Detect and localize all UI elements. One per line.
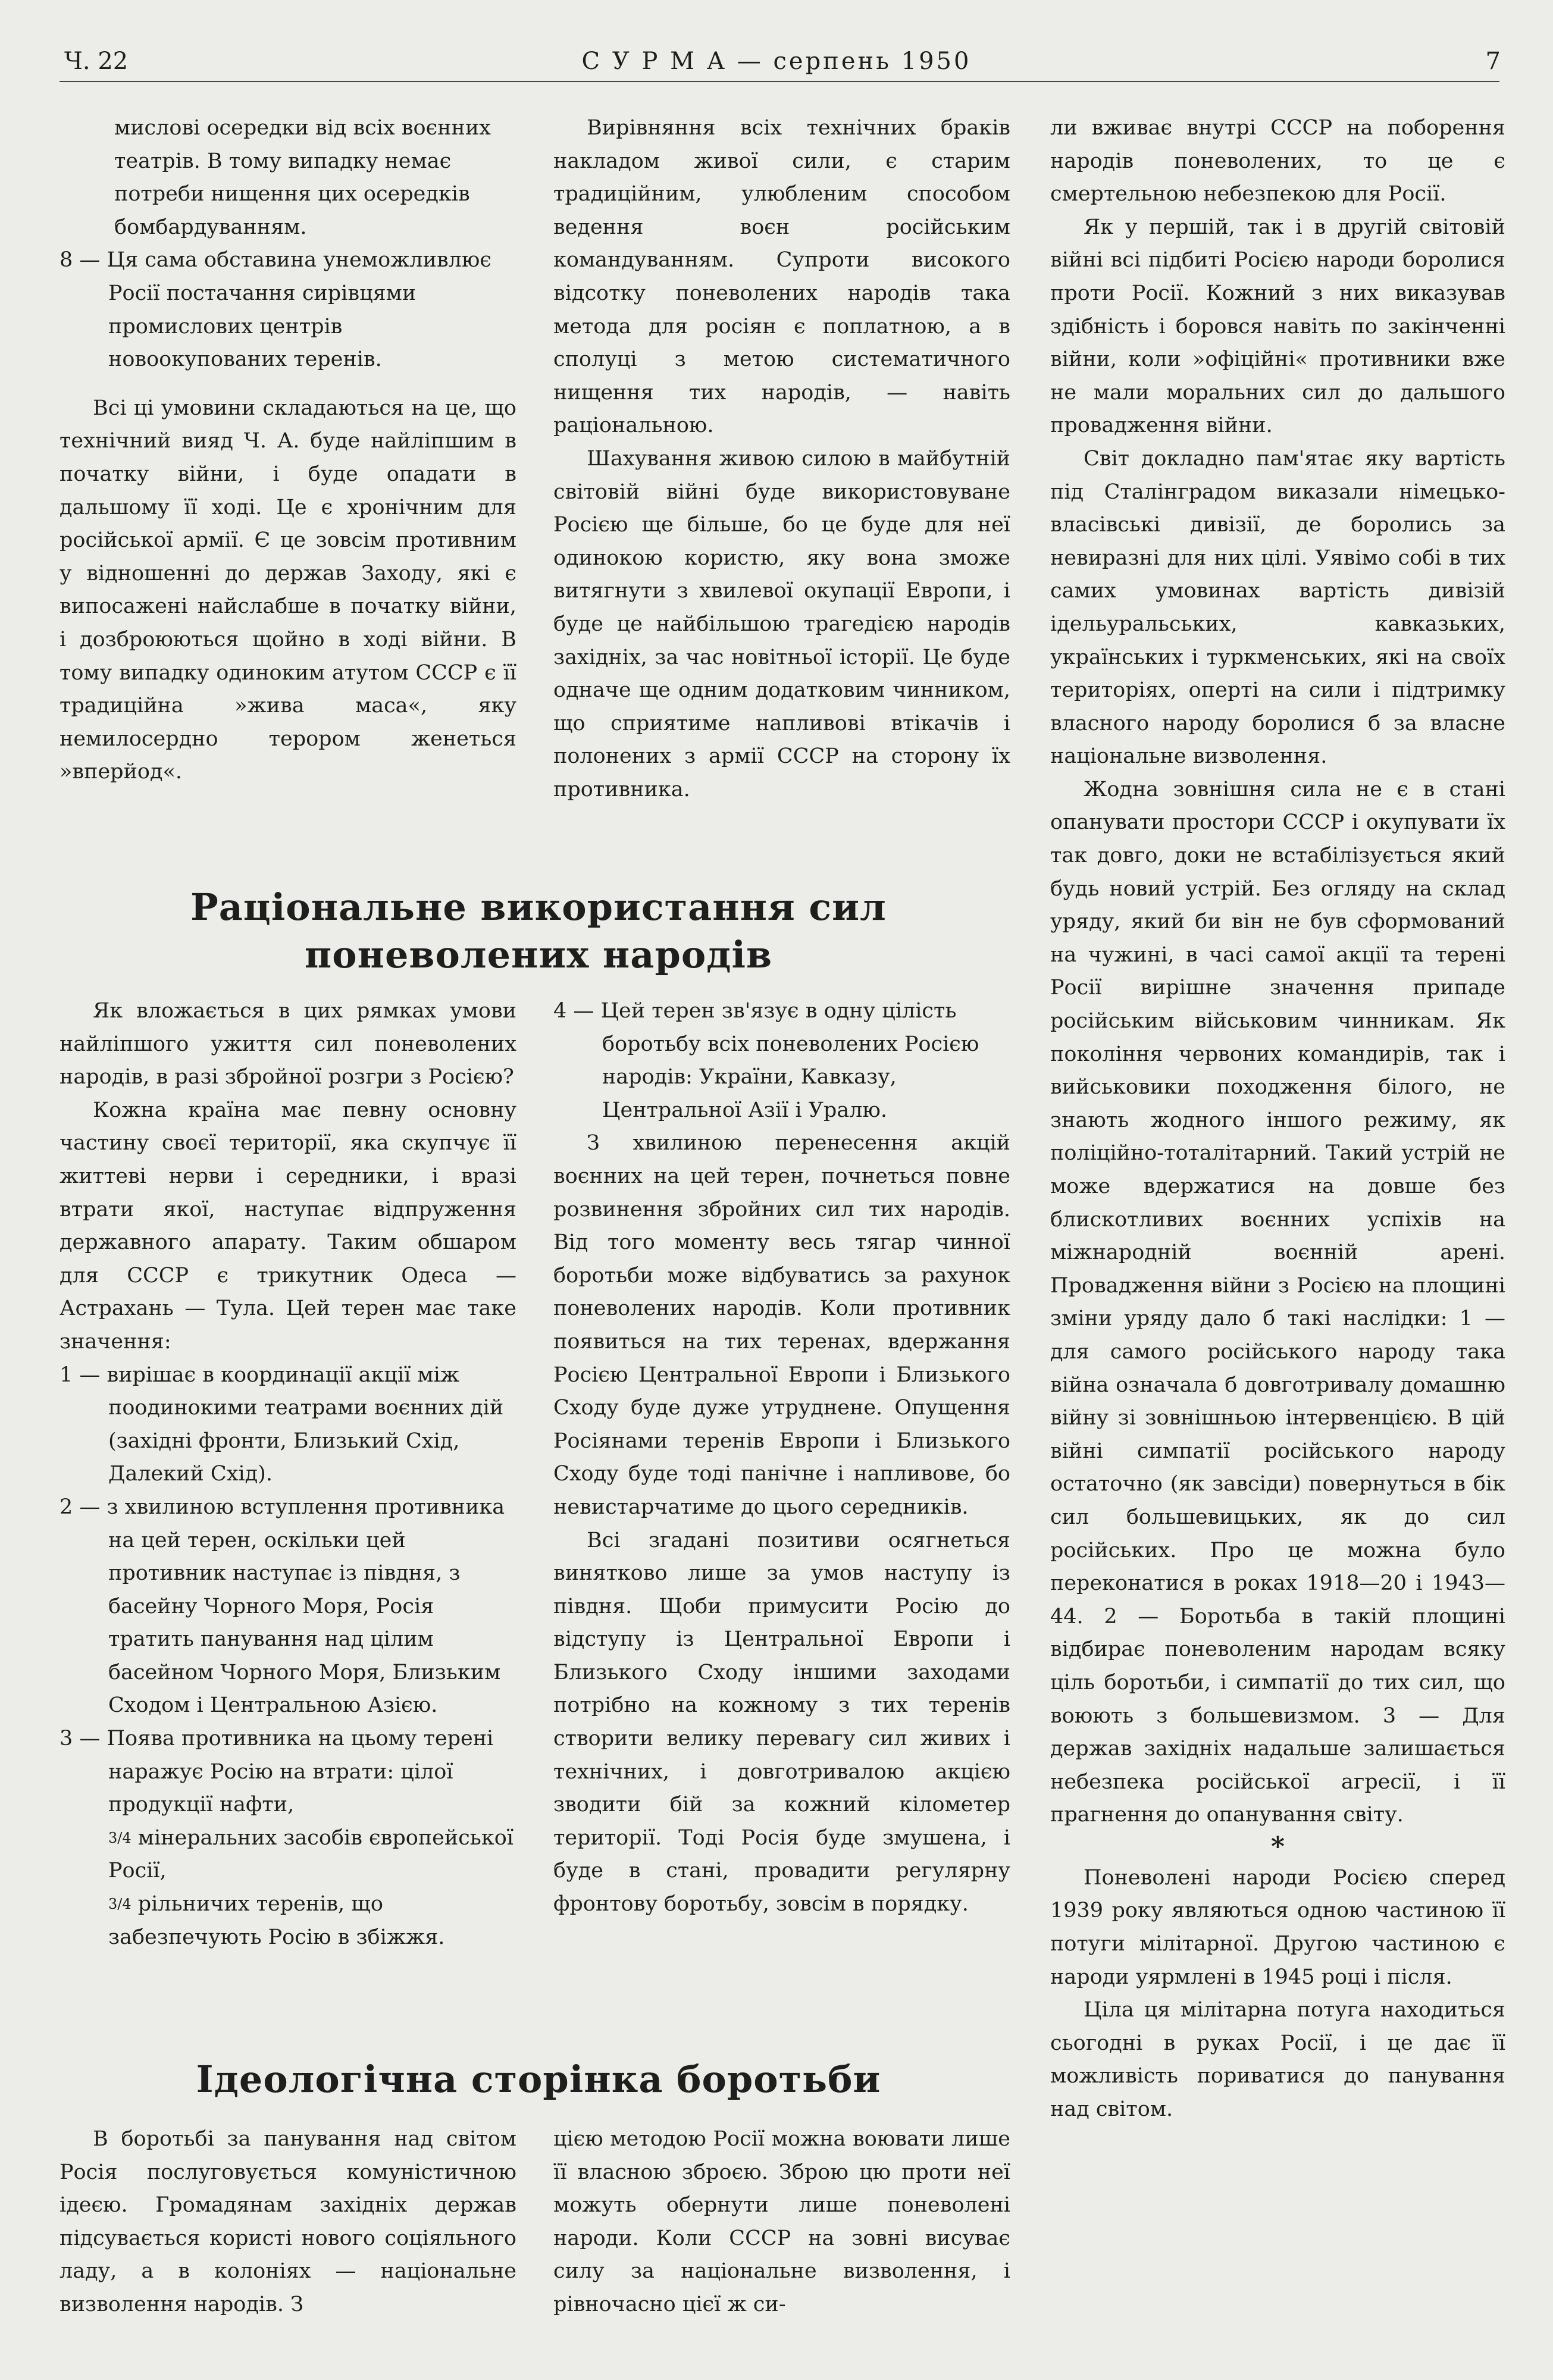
list-subitem: $^{3/4}$ рільничих теренів, що забезпечують Росію в збіжжя.: [108, 1892, 445, 1949]
paragraph: Ціла ця мілітарна потуга находиться сьогодні в руках Росії, і це дає її можливість пориватися до панування над світом.: [1050, 1998, 1505, 2122]
paragraph: Світ докладно пам'ятає яку вартість під Сталінградом виказали німецько-власівські дивізії, де боролись за невиразні для них цілі. Уявімо собі в тих самих умовинах вартість дивізій ідельуральських, кавказьких, українських і туркменських, які на своїх територіях, оперті на сили і підтримку власного народу боролися б за власне національне визволення.: [1050, 446, 1505, 769]
column-1-top: [60, 112, 516, 841]
paragraph: мислові осередки від всіх воєнних театрів. В тому випадку немає потреби нищення цих осередків бомбардуванням.: [114, 116, 491, 239]
list-item-4: 4 — Цей терен зв'язує в одну цілість боротьбу всіх поневолених Росією народів: України, Кавказу, Центральної Азії і Уралю.: [553, 999, 979, 1122]
column-1-section-2: [60, 2123, 516, 2373]
fraction: 3/4: [108, 1896, 131, 1913]
column-2-top: [553, 112, 1010, 841]
paragraph: Всі ці умовини складаються на це, що технічний вияд Ч. А. буде найліпшим в початку війни, і буде опадати в дальшому її ході. Це є хронічним для російської армії. Є це зовсім противним у відношенні до держав Заходу, які є випосажені найслабше в початку війни, і дозброюються щойно в ході війни. В тому випадку одиноким атутом СССР є її традиційна »жива маса«, яку немилосердно терором женеться »вперйод«.: [60, 396, 516, 784]
section-title-ideology: Ідеологічна сторінка боротьби: [196, 2058, 881, 2101]
list-item-8: 8 — Ця сама обставина унеможливлює Росії постачання сирівцями промислових центрів новоокупованих теренів.: [60, 248, 491, 372]
section-title-rational-use: Раціональне використання сил поневолених народів: [190, 885, 887, 976]
list-item-3: 3 — Поява противника на цьому терені наражує Росію на втрати: цілої продукції нафти,: [60, 1727, 494, 1817]
paragraph: Як у першій, так і в другій світовій війні всі підбиті Росією народи боролися проти Росії. Кожний з них виказував здібність і боровся навіть по закінченні війни, коли »офіційні« противники вже не мали моральних сил до дальшого провадження війни.: [1050, 215, 1505, 438]
paragraph: Всі згадані позитиви осягнеться винятково лише за умов наступу із півдня. Щоби примусити Росію до відступу із Центральної Европи і Близького Сходу іншими заходами потрібно на кожному з тих теренів створити велику перевагу сил живих і технічних, і довготривалою акцією зводити бій за кожний кілометер території. Тоді Росія буде змушена, і буде в стані, провадити регулярну фронтову боротьбу, зовсім в порядку.: [553, 1528, 1010, 1916]
column-2-section-1: [553, 995, 1010, 2006]
paragraph: Як вложається в цих рямках умови найліпшого ужиття сил поневолених народів, в разі збройної розгри з Росією?: [60, 999, 516, 1089]
list-subitem: $^{3/4}$ мінеральних засобів європейської Росії,: [108, 1825, 514, 1883]
paragraph: Шахування живою силою в майбутній світовій війні буде використовуване Росією ще більше, бо це буде для неї одинокою користю, яку вона зможе витягнути з хвилевої окупації Европи, і буде це найбільшою трагедією народів західніх, за час новітньої історії. Це буде одначе ще одним додатковим чинником, що сприятиме напливові втікачів і полонених з армії СССР на сторону їх противника.: [553, 446, 1010, 801]
list-item-1: 1 — вирішає в координації акції між поодинокими театрами воєнних дій (західні фронти, Близький Схід, Далекий Схід).: [60, 1363, 504, 1486]
paragraph: ли вживає внутрі СССР на поборення народів поневолених, то це є смертельною небезпекою для Росії.: [1050, 116, 1505, 206]
paragraph: В боротьбі за панування над світом Росія послуговується комуністичною ідеєю. Громадянам західніх держав підсувається користі нового соціяльного ладу, а в колоніях — національне визволення народів. З: [60, 2127, 516, 2316]
list-item-2: 2 — з хвилиною вступлення противника на цей терен, оскільки цей противник наступає із півдня, з басейну Чорного Моря, Росія тратить панування над цілим басейном Чорного Моря, Близьким Сходом і Центральною Азією.: [60, 1495, 505, 1718]
page-section-number: Ч. 22: [64, 48, 129, 75]
page-number: 7: [1485, 48, 1501, 75]
header-rule: [60, 81, 1499, 82]
fraction: 3/4: [108, 1829, 131, 1846]
section-separator-star: *: [1270, 1831, 1285, 1862]
paragraph: Кожна країна має певну основну частину своєї території, яка скупчує її життеві нерви і середники, і вразі втрати якої, наступає відпруження державного апарату. Таким обшаром для СССР є трикутник Одеса — Астрахань — Тула. Цей терен має таке значення:: [60, 1098, 516, 1354]
column-3: [1050, 112, 1505, 2367]
column-2-section-2: [553, 2123, 1010, 2373]
paragraph: цією методою Росії можна воювати лише її власною зброєю. Зброю цю проти неї можуть обернути лише поневолені народи. Коли СССР на зовні висуває силу за національне визволення, і рівночасно цієї ж си-: [553, 2127, 1010, 2316]
paragraph: З хвилиною перенесення акцій воєнних на цей терен, почнеться повне розвинення збройних сил тих народів. Від того моменту весь тягар чинної боротьби може відбуватись за рахунок поневолених народів. Коли противник появиться на тих теренах, вдержання Росією Центральної Европи і Близького Сходу буде дуже утруднене. Опущення Росіянами теренів Европи і Близького Сходу буде тоді панічне і напливове, бо невистарчатиме до цього середників.: [553, 1131, 1010, 1519]
paragraph: Вирівняння всіх технічних браків накладом живої сили, є старим традиційним, улюбленим способом ведення воєн російським командуванням. Супроти високого відсотку поневолених народів така метода для росіян є поплатною, а в сполуці з метою систематичного нищення тих народів, — навіть раціональною.: [553, 116, 1010, 438]
running-header: С У Р М А — серпень 1950: [581, 48, 972, 75]
paragraph: Поневолені народи Росією сперед 1939 року являються одною частиною її потуги мілітарної. Другою частиною є народи уярмлені в 1945 році і після.: [1050, 1865, 1505, 1989]
paragraph: Жодна зовнішня сила не є в стані опанувати простори СССР і окупувати їх так довго, доки не встабілізується який будь новий устрій. Без огляду на склад уряду, який би він не був сформований на чужині, в часі самої акції та терені Росії вирішне значення припаде російським військовим чинникам. Як покоління червоних командирів, так і вийськовики походження білого, не знають жодного іншого режиму, як поліційно-тоталітарний. Такий устрій не може вдержатися на довше без блискотливих воєнних успіхів на міжнародній воєнній арені. Провадження війни з Росією на площині зміни уряду дало б такі наслідки: 1 — для самого російського народу така війна означала б довготривалу домашню війну зі зовнішньою інтервенцією. В цій війні симпатії російського народу остаточно (як завсіди) повернуться в бік сил большевицьких, як до сил російських. Про це можна було переконатися в роках 1918—20 і 1943—44. 2 — Боротьба в такій площині відбирає поневоленим народам всяку ціль боротьби, і симпатії до тих сил, що воюють з большевизмом. 3 — Для держав західніх надальше залишається небезпека російської агресії, і її прагнення до опанування світу.: [1050, 777, 1505, 1827]
column-1-section-1: [60, 995, 516, 2006]
